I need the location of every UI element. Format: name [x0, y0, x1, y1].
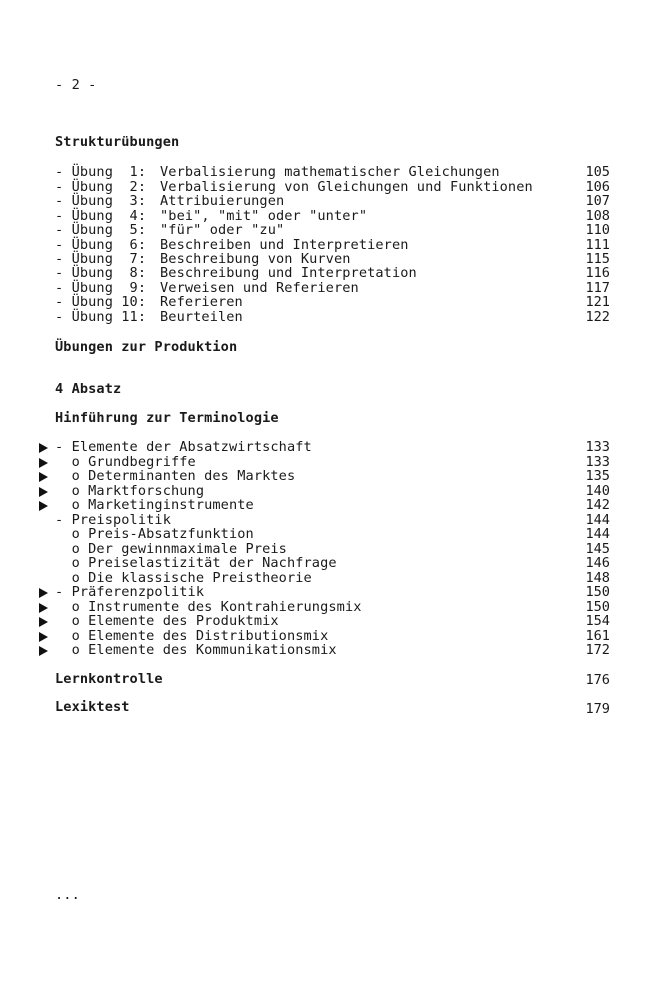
exercise-label: - Übung 2: [55, 179, 147, 195]
exercise-title: "bei", "mit" oder "unter" [160, 208, 368, 224]
exercise-label: - Übung 6: [55, 237, 147, 253]
exercise-page: 115 [585, 251, 610, 267]
toc-page: 133 [585, 454, 610, 470]
continuation-ellipsis: ... [55, 887, 80, 903]
section-title-strukturuebungen: Strukturübungen [55, 134, 180, 150]
toc-page: 154 [585, 613, 610, 629]
lexiktest-page: 179 [585, 701, 610, 717]
exercise-title: Verbalisierung mathematischer Gleichungen [160, 164, 500, 180]
exercise-title: Beschreibung und Interpretation [160, 265, 417, 281]
toc-entry: o Marketinginstrumente [55, 497, 254, 513]
exercise-page: 117 [585, 280, 610, 296]
toc-entry: - Präferenzpolitik [55, 584, 205, 600]
toc-entry: - Preispolitik [55, 512, 171, 528]
toc-page: 145 [585, 541, 610, 557]
exercise-label: - Übung 1: [55, 164, 147, 180]
exercise-label: - Übung 4: [55, 208, 147, 224]
toc-entry: o Elemente des Distributionsmix [55, 628, 329, 644]
exercise-title: "für" oder "zu" [160, 222, 285, 238]
exercise-label: - Übung 5: [55, 222, 147, 238]
exercise-title: Attribuierungen [160, 193, 285, 209]
triangle-marker-icon [39, 646, 48, 656]
toc-page: 140 [585, 483, 610, 499]
toc-page: 150 [585, 584, 610, 600]
exercise-label: - Übung 3: [55, 193, 147, 209]
toc-page: 144 [585, 512, 610, 528]
triangle-marker-icon [39, 472, 48, 482]
toc-page: 148 [585, 570, 610, 586]
exercise-page: 110 [585, 222, 610, 238]
toc-page: 133 [585, 439, 610, 455]
triangle-marker-icon [39, 588, 48, 598]
exercise-title: Beurteilen [160, 309, 243, 325]
toc-entry: o Der gewinnmaximale Preis [55, 541, 287, 557]
exercise-title: Referieren [160, 294, 243, 310]
exercise-label: - Übung 11: [55, 309, 147, 325]
toc-entry: o Grundbegriffe [55, 454, 196, 470]
triangle-marker-icon [39, 458, 48, 468]
triangle-marker-icon [39, 443, 48, 453]
triangle-marker-icon [39, 617, 48, 627]
toc-entry: o Instrumente des Kontrahierungsmix [55, 599, 362, 615]
toc-entry: - Elemente der Absatzwirtschaft [55, 439, 312, 455]
exercise-page: 116 [585, 265, 610, 281]
toc-page: 161 [585, 628, 610, 644]
exercise-page: 122 [585, 309, 610, 325]
exercise-label: - Übung 7: [55, 251, 147, 267]
toc-page: 142 [585, 497, 610, 513]
toc-page: 144 [585, 526, 610, 542]
exercise-page: 106 [585, 179, 610, 195]
exercise-page: 121 [585, 294, 610, 310]
heading-production: Übungen zur Produktion [55, 339, 238, 355]
toc-page: 172 [585, 642, 610, 658]
exercise-title: Verweisen und Referieren [160, 280, 359, 296]
exercise-label: - Übung 10: [55, 294, 147, 310]
exercise-page: 105 [585, 164, 610, 180]
triangle-marker-icon [39, 632, 48, 642]
exercise-title: Verbalisierung von Gleichungen und Funktionen [160, 179, 533, 195]
toc-page: 135 [585, 468, 610, 484]
page-number: - 2 - [55, 77, 97, 93]
toc-page: 150 [585, 599, 610, 615]
triangle-marker-icon [39, 603, 48, 613]
exercise-title: Beschreibung von Kurven [160, 251, 351, 267]
heading-lexiktest: Lexiktest [55, 699, 130, 715]
toc-page: 146 [585, 555, 610, 571]
exercise-page: 108 [585, 208, 610, 224]
toc-entry: o Preis-Absatzfunktion [55, 526, 254, 542]
heading-intro-terminology: Hinführung zur Terminologie [55, 410, 279, 426]
toc-entry: o Determinanten des Marktes [55, 468, 296, 484]
exercise-title: Beschreiben und Interpretieren [160, 237, 409, 253]
chapter-title: 4 Absatz [55, 381, 122, 397]
toc-entry: o Die klassische Preistheorie [55, 570, 312, 586]
toc-entry: o Marktforschung [55, 483, 205, 499]
exercise-page: 107 [585, 193, 610, 209]
exercise-label: - Übung 8: [55, 265, 147, 281]
exercise-page: 111 [585, 237, 610, 253]
lernkontrolle-page: 176 [585, 672, 610, 688]
toc-entry: o Elemente des Produktmix [55, 613, 279, 629]
toc-entry: o Elemente des Kommunikationsmix [55, 642, 337, 658]
triangle-marker-icon [39, 501, 48, 511]
heading-lernkontrolle: Lernkontrolle [55, 671, 163, 687]
triangle-marker-icon [39, 487, 48, 497]
exercise-label: - Übung 9: [55, 280, 147, 296]
toc-entry: o Preiselastizität der Nachfrage [55, 555, 337, 571]
